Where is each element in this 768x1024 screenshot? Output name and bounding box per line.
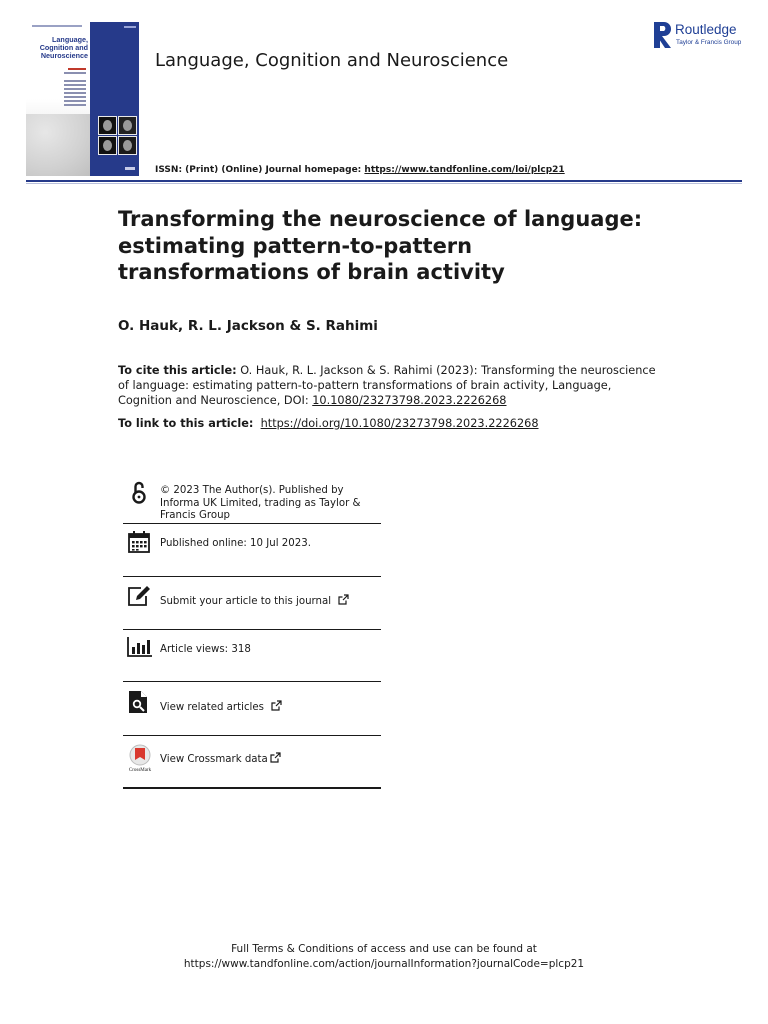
terms-footer <box>0 942 768 972</box>
external-link-icon <box>270 752 281 763</box>
citation-block <box>118 363 658 409</box>
cite-text: O. Hauk, R. L. Jackson & S. Rahimi (2023): Transforming the neuroscience of language: estimating pattern-to-pattern transformations of brain activity, Language, Cognition and Neuroscience, DOI: <box>118 364 656 408</box>
info-divider <box>123 576 381 577</box>
cover-meta-line <box>64 92 86 94</box>
edit-document-icon <box>127 585 151 607</box>
cover-spine-label <box>124 26 136 28</box>
header-rule-thin <box>26 183 742 184</box>
document-search-icon <box>127 690 149 714</box>
routledge-r-icon <box>654 22 672 48</box>
info-divider <box>123 681 381 682</box>
cover-meta-line <box>64 88 86 90</box>
publisher-name: Routledge <box>675 22 737 37</box>
cover-meta-line <box>64 100 86 102</box>
crossmark-link[interactable] <box>160 752 382 767</box>
cover-brain-scan-thumb <box>98 136 117 155</box>
submit-article-link[interactable] <box>160 594 382 609</box>
publisher-subtitle: Taylor & Francis Group <box>676 39 742 46</box>
open-access-icon <box>127 480 151 506</box>
article-views-text: Article views: 318 <box>160 644 251 655</box>
journal-title: Language, Cognition and Neuroscience <box>155 50 509 71</box>
external-link-icon <box>271 700 282 711</box>
related-articles-link[interactable] <box>160 700 382 715</box>
cover-brain-scan-thumb <box>98 116 117 135</box>
article-doi-url[interactable]: https://doi.org/10.1080/23273798.2023.2226268 <box>260 417 539 430</box>
header-rule <box>26 180 742 182</box>
cover-title <box>30 36 88 61</box>
crossmark-icon <box>127 744 153 772</box>
cover-brain-graphic <box>26 114 90 176</box>
crossmark-label: View Crossmark data <box>160 754 268 765</box>
cover-meta-line <box>64 80 86 82</box>
journal-cover-image <box>26 22 139 176</box>
terms-line-1: Full Terms & Conditions of access and use can be found at <box>231 943 537 955</box>
cover-top-strip <box>32 25 82 27</box>
info-divider <box>123 735 381 736</box>
journal-homepage-link[interactable]: https://www.tandfonline.com/loi/plcp21 <box>364 165 565 175</box>
submit-article-label: Submit your article to this journal <box>160 596 332 607</box>
article-link-line <box>118 417 539 430</box>
link-label: To link to this article: <box>118 417 254 430</box>
article-authors: O. Hauk, R. L. Jackson & S. Rahimi <box>118 318 378 334</box>
cover-meta-line <box>64 104 86 106</box>
open-access-text: © 2023 The Author(s). Published by Informa UK Limited, trading as Taylor & Francis Group <box>160 485 361 522</box>
terms-url[interactable]: https://www.tandfonline.com/action/journalInformation?journalCode=plcp21 <box>183 958 585 970</box>
published-date-text: Published online: 10 Jul 2023. <box>160 538 311 549</box>
cover-title-line-1: Language, <box>52 35 88 44</box>
info-divider-bottom <box>123 787 381 789</box>
cover-brain-scan-thumb <box>118 136 137 155</box>
cover-brain-scan-thumb <box>118 116 137 135</box>
crossmark-badge-text: CrossMark <box>128 768 152 772</box>
calendar-icon <box>128 530 150 554</box>
info-divider <box>123 629 381 630</box>
cover-title-line-3: Neuroscience <box>40 51 88 61</box>
related-articles-label: View related articles <box>160 702 264 713</box>
cover-meta-line <box>64 72 86 74</box>
cover-title-line-2: Cognition and <box>39 43 88 53</box>
cite-label: To cite this article: <box>118 364 237 377</box>
article-title: Transforming the neuroscience of language: estimating pattern-to-pattern transformations of brain activity <box>118 207 643 284</box>
doi-link[interactable]: 10.1080/23273798.2023.2226268 <box>312 394 507 408</box>
publisher-logo[interactable] <box>654 22 750 50</box>
cover-meta-line <box>64 84 86 86</box>
external-link-icon <box>338 594 349 605</box>
issn-prefix: ISSN: (Print) (Online) Journal homepage: <box>155 165 362 175</box>
issn-line <box>155 165 565 175</box>
cover-meta-line <box>64 96 86 98</box>
cover-editor-mark <box>68 68 86 70</box>
bar-chart-icon <box>127 636 153 658</box>
cover-publisher-logo <box>125 167 135 170</box>
info-divider <box>123 523 381 524</box>
